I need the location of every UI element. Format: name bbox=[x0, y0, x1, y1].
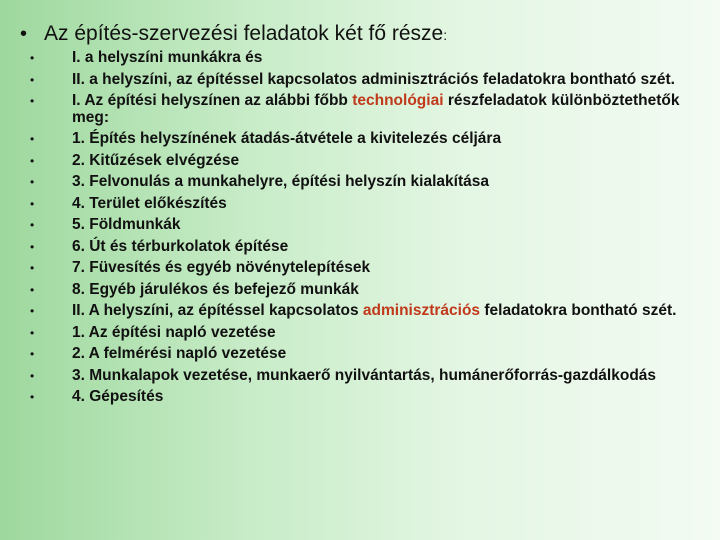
list-item-text-main: 4. Terület előkészítés bbox=[72, 194, 227, 212]
list-item bbox=[28, 325, 708, 342]
highlighted-term: technológiai bbox=[352, 92, 444, 109]
list-item-text bbox=[72, 303, 708, 320]
list-item-text bbox=[72, 239, 708, 256]
list-item bbox=[28, 346, 708, 363]
list-item bbox=[28, 260, 708, 277]
slide-title bbox=[20, 22, 447, 46]
list-item-text-main: 3. Felvonulás a munkahelyre, építési helyszín kialakítása bbox=[72, 173, 489, 190]
list-item-text-rest: részfeladatok különböztethetők meg: bbox=[72, 92, 680, 126]
list-item-text bbox=[72, 131, 708, 148]
list-item-text-main: II. A helyszíni, az építéssel kapcsolatos bbox=[72, 302, 363, 319]
bullet-marker: • bbox=[30, 153, 35, 168]
list-item-text bbox=[72, 389, 708, 406]
bullet-list bbox=[28, 50, 708, 411]
list-item bbox=[28, 303, 708, 320]
list-item bbox=[28, 50, 708, 67]
list-item-text bbox=[72, 368, 708, 385]
list-item-text-main: 1. Az építési napló vezetése bbox=[72, 323, 276, 341]
bullet-marker: • bbox=[30, 94, 35, 108]
list-item bbox=[28, 368, 708, 385]
list-item-text-main: 6. Út és térburkolatok építése bbox=[72, 237, 289, 255]
bullet-marker: • bbox=[30, 325, 35, 340]
list-item-text-main: 4. Gépesítés bbox=[72, 388, 164, 405]
list-item-text bbox=[72, 50, 708, 67]
list-item bbox=[28, 153, 708, 170]
title-text: Az építés-szervezési feladatok két fő része bbox=[44, 22, 444, 45]
list-item-text-rest: feladatokra bontható szét. bbox=[480, 302, 677, 319]
highlighted-term: adminisztrációs bbox=[362, 302, 481, 319]
list-item-text-main: I. a helyszíni munkákra és bbox=[72, 49, 263, 66]
list-item-text bbox=[72, 153, 708, 170]
bullet-marker: • bbox=[30, 282, 35, 297]
list-item-text bbox=[72, 93, 708, 126]
bullet-marker: • bbox=[30, 239, 35, 254]
list-item-text-main: 3. Munkalapok vezetése, munkaerő nyilvántartás, humánerőforrás-gazdálkodás bbox=[72, 366, 657, 384]
list-item-text-main: I. Az építési helyszínen az alábbi főbb bbox=[72, 92, 353, 109]
list-item-text bbox=[72, 282, 708, 299]
list-item-text bbox=[72, 325, 708, 342]
list-item bbox=[28, 93, 708, 126]
list-item bbox=[28, 239, 708, 256]
list-item-text bbox=[72, 346, 708, 363]
list-item bbox=[28, 72, 708, 89]
list-item-text-main: 1. Építés helyszínének átadás-átvétele a kivitelezés céljára bbox=[72, 130, 502, 147]
list-item bbox=[28, 174, 708, 191]
list-item-text-main: II. a helyszíni, az építéssel kapcsolatos adminisztrációs feladatokra bontható szét. bbox=[72, 70, 675, 88]
list-item bbox=[28, 196, 708, 213]
bullet-marker: • bbox=[30, 72, 35, 87]
bullet-marker: • bbox=[30, 175, 35, 189]
list-item-text-main: 2. Kitűzések elvégzése bbox=[72, 151, 240, 169]
bullet-marker: • bbox=[30, 304, 35, 318]
list-item-text bbox=[72, 217, 708, 234]
bullet-marker: • bbox=[30, 261, 35, 275]
list-item bbox=[28, 217, 708, 234]
list-item-text bbox=[72, 196, 708, 213]
list-item bbox=[28, 389, 708, 406]
list-item-text-main: 8. Egyéb járulékos és befejező munkák bbox=[72, 280, 359, 298]
list-item-text-main: 5. Földmunkák bbox=[72, 216, 181, 233]
bullet-marker: • bbox=[30, 218, 35, 232]
bullet-marker: • bbox=[30, 196, 35, 211]
bullet-marker: • bbox=[30, 51, 35, 65]
title-bullet: • bbox=[20, 23, 28, 45]
bullet-marker: • bbox=[30, 390, 35, 404]
bullet-marker: • bbox=[30, 132, 35, 146]
list-item bbox=[28, 131, 708, 148]
bullet-marker: • bbox=[30, 368, 35, 383]
list-item-text bbox=[72, 260, 708, 277]
bullet-marker: • bbox=[30, 347, 35, 361]
list-item-text-main: 7. Füvesítés és egyéb növénytelepítések bbox=[72, 259, 371, 276]
title-colon: : bbox=[443, 27, 448, 43]
list-item-text-main: 2. A felmérési napló vezetése bbox=[72, 345, 287, 362]
list-item-text bbox=[72, 72, 708, 89]
list-item bbox=[28, 282, 708, 299]
list-item-text bbox=[72, 174, 708, 191]
